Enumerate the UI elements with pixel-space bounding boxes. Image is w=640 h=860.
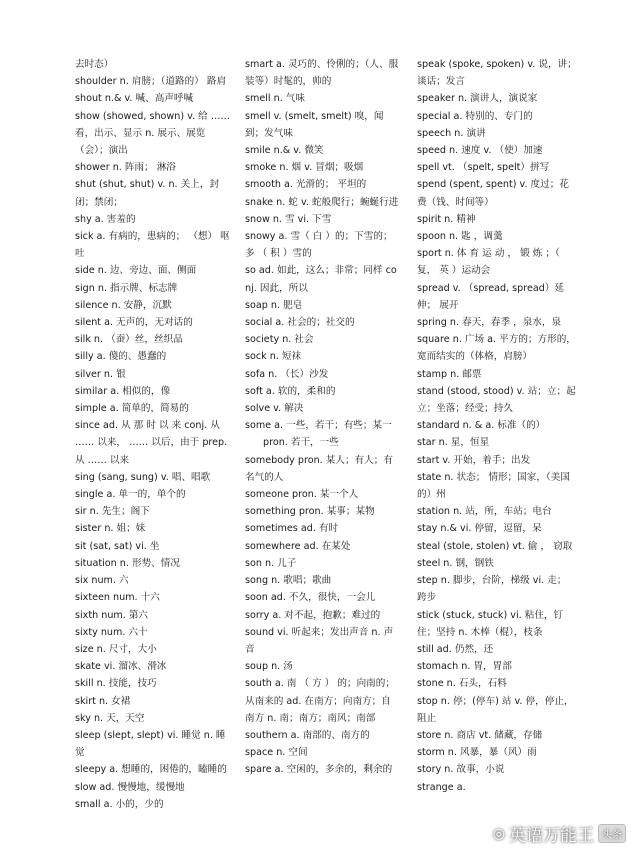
word-entry: standard n. & a. 标准（的） xyxy=(417,420,546,432)
word-entry: soap n. 肥皂 xyxy=(245,299,303,311)
word-entry: station n. 站，所，车站；电台 xyxy=(417,506,552,518)
word-entry: speak (spoke, spoken) v. 说，讲；谈话；发言 xyxy=(417,59,577,88)
word-entry: spare a. 空闲的，多余的，剩余的 xyxy=(245,764,393,776)
word-entry: storm n. 风暴，暴（风）雨 xyxy=(417,747,537,759)
word-entry: simple a. 简单的，简易的 xyxy=(75,403,189,415)
word-entry: stick (stuck, stuck) vi. 粘住，钉住；坚持 n. 木棒（棍），枝条 xyxy=(417,609,564,638)
word-entry: soft a. 软的，柔和的 xyxy=(245,385,336,397)
word-entry: star n. 星，恒星 xyxy=(417,437,490,449)
word-entry: shoulder n. 肩膀；（道路的） 路肩 xyxy=(75,76,227,88)
word-entry: smell n. 气味 xyxy=(245,93,305,105)
word-entry: six num. 六 xyxy=(75,575,129,587)
word-entry: sixteen num. 十六 xyxy=(75,592,160,604)
word-entry: snake n. 蛇 v. 蛇般爬行；蜿蜒行进 xyxy=(245,196,399,208)
word-entry: since ad. 从 那 时 以 来 conj. 从 …… 以来， …… 以后，由于 prep. 从 …… 以来 xyxy=(75,420,228,466)
word-entry: step n. 脚步，台阶，梯级 vi. 走； 跨步 xyxy=(417,575,567,604)
watermark-badge: 头条 xyxy=(598,824,626,843)
word-entry: sofa n. （长）沙发 xyxy=(245,368,329,380)
word-entry: sport n. 体 育 运 动 ， 锻 炼 ；（ 复， 英 ）运动会 xyxy=(417,248,560,277)
word-entry: slow ad. 慢慢地，缓慢地 xyxy=(75,781,185,793)
word-entry: somebody pron. 某人；有人；有名气的人 xyxy=(245,454,393,483)
word-entry: special a. 特别的、专门的 xyxy=(417,110,533,122)
word-entry: silence n. 安静，沉默 xyxy=(75,299,172,311)
column-1 xyxy=(75,56,231,813)
word-entry: spend (spent, spent) v. 度过；花费（钱、时间等） xyxy=(417,179,569,208)
word-entry: small a. 小的，少的 xyxy=(75,798,164,810)
word-entry: sit (sat, sat) vi. 坐 xyxy=(75,540,160,552)
word-entry: smile n.& v. 微笑 xyxy=(245,145,324,157)
word-entry: sing (sang, sung) v. 唱、唱歌 xyxy=(75,471,211,483)
word-entry: somewhere ad. 在某处 xyxy=(245,540,351,552)
word-entry: sign n. 指示牌、标志牌 xyxy=(75,282,178,294)
word-entry: southern a. 南部的、南方的 xyxy=(245,729,370,741)
word-entry: space n. 空间 xyxy=(245,747,308,759)
word-entry: smart a. 灵巧的、伶俐的；（人、服装等）时髦的，帅的 xyxy=(245,59,399,88)
word-entry: smell v. (smelt, smelt) 嗅，闻到；发气味 xyxy=(245,110,384,139)
word-entry: stomach n. 胃，胃部 xyxy=(417,661,512,673)
word-entry: something pron. 某事；某物 xyxy=(245,506,375,518)
word-entry: 去时态） xyxy=(75,59,114,70)
word-entry: song n. 歌唱；歌曲 xyxy=(245,575,332,587)
word-entry: silent a. 无声的，无对话的 xyxy=(75,317,193,329)
word-entry: pron. 若干，一些 xyxy=(263,437,339,449)
word-entry: so ad. 如此，这么；非常；同样 conj. 因此，所以 xyxy=(245,265,397,294)
column-2 xyxy=(245,56,399,779)
word-entry: snow n. 雪 vi. 下雪 xyxy=(245,213,332,225)
word-entry: sleep (slept, slept) vi. 睡觉 n. 睡觉 xyxy=(75,729,226,759)
word-entry: situation n. 形势、情况 xyxy=(75,557,180,569)
word-entry: square n. 广场 a. 平方的；方形的，宽而结实的（体格，肩膀） xyxy=(417,334,576,363)
word-entry: skill n. 技能，技巧 xyxy=(75,678,157,690)
word-entry: steel n. 钢，钢铁 xyxy=(417,557,494,569)
word-entry: spoon n. 匙 ，调羹 xyxy=(417,231,503,243)
word-entry: stamp n. 邮票 xyxy=(417,368,482,380)
word-entry: start v. 开始，着手；出发 xyxy=(417,454,531,466)
word-entry: snowy a. 雪（ 白 ）的；下雪的；多 （ 积 ）雪的 xyxy=(245,231,393,260)
word-entry: some a. 一些，若干；有些；某一 xyxy=(245,420,392,432)
word-entry: size n. 尺寸，大小 xyxy=(75,643,157,655)
word-entry: sound vi. 听起来；发出声音 n. 声音 xyxy=(245,626,394,655)
word-entry: silk n. （蚕）丝，丝织品 xyxy=(75,334,183,346)
column-3 xyxy=(417,56,577,796)
word-entry: shut (shut, shut) v. n. 关上，封闭；禁闭； xyxy=(75,179,220,208)
word-entry: shower n. 阵雨； 淋浴 xyxy=(75,162,176,174)
word-entry: sky n. 天，天空 xyxy=(75,712,145,724)
word-entry: smooth a. 光滑的； 平坦的 xyxy=(245,179,367,191)
word-entry: show (showed, shown) v. 给 …… 看，出示、显示 n. 展示、展览（会）；演出 xyxy=(75,110,231,157)
word-entry: speed n. 速度 v. （使）加速 xyxy=(417,145,543,157)
word-entry: sorry a. 对不起，抱歉；难过的 xyxy=(245,609,381,621)
word-entry: spring n. 春天，春季 ，泉水，泉 xyxy=(417,317,562,329)
word-entry: steal (stole, stolen) vt. 偷 ， 窃取 xyxy=(417,540,573,552)
word-entry: sir n. 先生；阁下 xyxy=(75,506,150,518)
word-entry: skate vi. 溜冰、滑冰 xyxy=(75,661,167,673)
word-entry: store n. 商店 vt. 储藏，存储 xyxy=(417,729,543,741)
word-entry: sister n. 姐；妹 xyxy=(75,523,146,535)
watermark xyxy=(493,821,626,846)
word-entry: state n. 状态； 情形；国家，（美国的）州 xyxy=(417,471,570,501)
word-entry: smoke n. 烟 v. 冒烟；吸烟 xyxy=(245,162,364,174)
word-entry: sometimes ad. 有时 xyxy=(245,523,339,535)
word-entry: single a. 单一的，单个的 xyxy=(75,489,186,501)
word-entry: spread v. （spread, spread）延伸； 展开 xyxy=(417,282,565,311)
word-entry: silly a. 傻的、愚蠢的 xyxy=(75,351,167,363)
word-entry: spell vt. （spelt, spelt）拼写 xyxy=(417,162,550,174)
word-entry: speech n. 演讲 xyxy=(417,127,486,139)
word-entry: story n. 故事，小说 xyxy=(417,764,505,776)
word-entry: solve v. 解决 xyxy=(245,403,304,415)
word-entry: shy a. 害羞的 xyxy=(75,213,136,225)
watermark-text: 英语万能王 xyxy=(509,826,594,846)
word-entry: strange a. xyxy=(417,781,466,793)
word-entry: sixth num. 第六 xyxy=(75,609,149,621)
word-entry: social a. 社会的；社交的 xyxy=(245,317,355,329)
word-entry: stone n. 石头，石料 xyxy=(417,678,507,690)
word-entry: sleepy a. 想睡的，困倦的，瞌睡的 xyxy=(75,764,227,776)
word-entry: someone pron. 某一个人 xyxy=(245,489,359,501)
word-entry: side n. 边、旁边、面、侧面 xyxy=(75,265,197,277)
word-entry: sixty num. 六十 xyxy=(75,626,148,638)
word-entry: similar a. 相似的，像 xyxy=(75,385,171,397)
word-entry: stand (stood, stood) v. 站；立；起立；坐落；经受；持久 xyxy=(417,385,576,415)
camera-icon: ◎ xyxy=(492,825,505,842)
word-entry: sock n. 短袜 xyxy=(245,351,302,363)
word-entry: soup n. 汤 xyxy=(245,661,293,673)
word-entry: stay n.& vi. 停留，逗留，呆 xyxy=(417,523,542,535)
word-entry: still ad. 仍然，还 xyxy=(417,643,494,655)
word-entry: stop n. 停；(停车) 站 v. 停，停止，阻止 xyxy=(417,695,574,724)
word-entry: skirt n. 女裙 xyxy=(75,695,131,707)
word-entry: south a. 南 （ 方 ） 的；向南的；从南来的 ad. 在南方；向南方；自南方 n. 南；南方；南风；南部 xyxy=(245,678,395,724)
word-entry: spirit n. 精神 xyxy=(417,213,476,225)
word-entry: silver n. 银 xyxy=(75,368,126,380)
word-entry: soon ad. 不久，很快，一会儿 xyxy=(245,592,376,604)
word-entry: son n. 儿子 xyxy=(245,557,297,569)
word-entry: speaker n. 演讲人，演说家 xyxy=(417,93,538,105)
word-entry: shout n.& v. 喊、高声呼喊 xyxy=(75,93,194,105)
word-entry: society n. 社会 xyxy=(245,334,314,346)
word-entry: sick a. 有病的，患病的； （想） 呕吐 xyxy=(75,231,230,260)
